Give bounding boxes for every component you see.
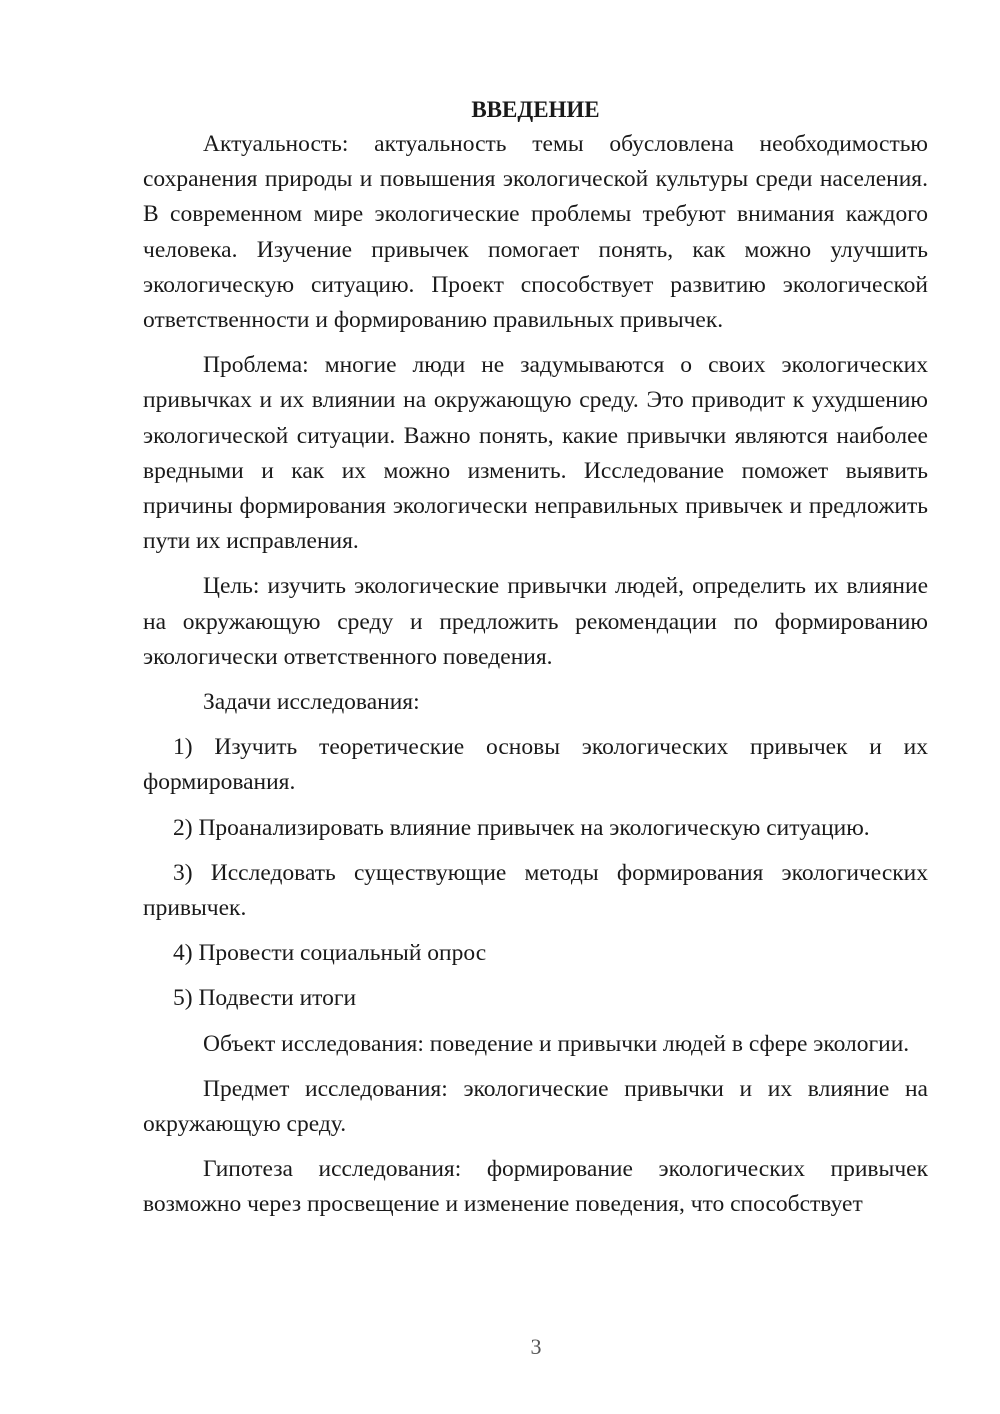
paragraph-relevance: Актуальность: актуальность темы обусловлена необходимостью сохранения природы и повышения экологической культуры среди населения. В современном мире экологические проблемы требуют внимания каждого человека. Изучение привычек помогает понять, как можно улучшить экологическую ситуацию. Проект способствует развитию экологической ответственности и формированию правильных привычек.: [143, 131, 928, 334]
paragraph-goal: Цель: изучить экологические привычки людей, определить их влияние на окружающую среду и предложить рекомендации по формированию экологически ответственного поведения.: [143, 573, 928, 670]
task-item-2: 2) Проанализировать влияние привычек на экологическую ситуацию.: [173, 814, 870, 841]
page-content: [143, 92, 928, 1233]
task-item-4: 4) Провести социальный опрос: [173, 940, 487, 967]
paragraph-hypothesis: Гипотеза исследования: формирование экологических привычек возможно через просвещение и изменение поведения, что способствует: [143, 1156, 928, 1218]
paragraph-problem: Проблема: многие люди не задумываются о своих экологических привычках и их влиянии на окружающую среду. Это приводит к ухудшению экологической ситуации. Важно понять, какие привычки являются наиболее вредными и как их можно изменить. Исследование поможет выявить причины формирования экологически неправильных привычек и предложить пути их исправления.: [143, 352, 928, 555]
section-title: ВВЕДЕНИЕ: [471, 97, 600, 122]
page-number: 3: [530, 1334, 542, 1359]
paragraph-subject: Предмет исследования: экологические привычки и их влияние на окружающую среду.: [143, 1075, 928, 1138]
task-item-3: 3) Исследовать существующие методы формирования экологических привычек.: [143, 859, 928, 922]
tasks-heading: Задачи исследования:: [203, 689, 420, 716]
task-item-1: 1) Изучить теоретические основы экологических привычек и их формирования.: [143, 734, 928, 796]
paragraph-object: Объект исследования: поведение и привычки людей в сфере экологии.: [203, 1030, 910, 1057]
task-item-5: 5) Подвести итоги: [173, 985, 357, 1012]
